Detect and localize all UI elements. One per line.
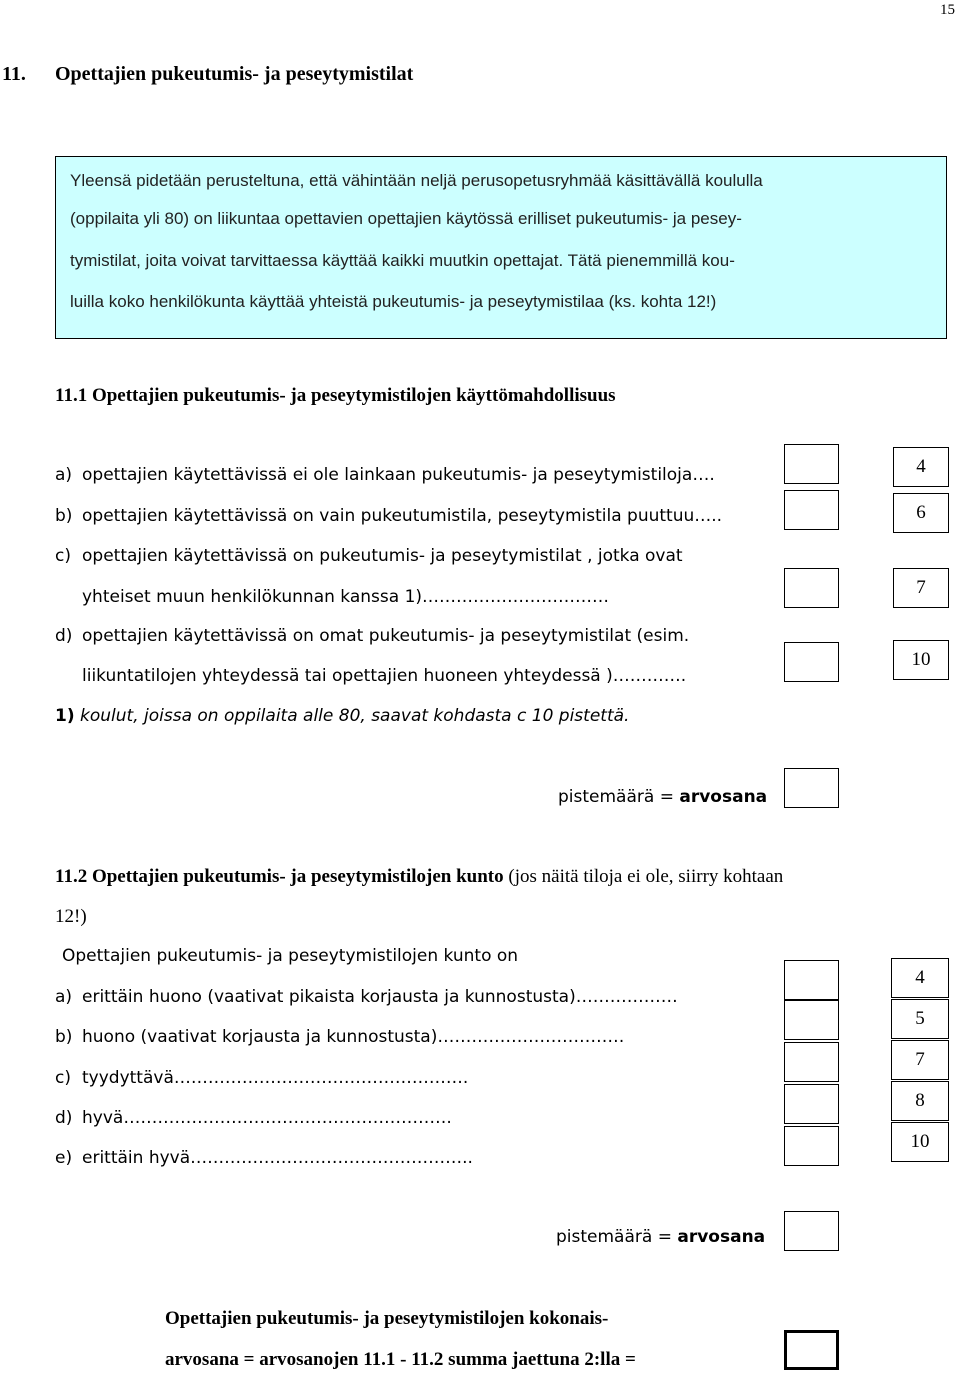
- result-bold: arvosana: [677, 1227, 766, 1247]
- score-box: 10: [891, 1122, 949, 1162]
- total-grade-input[interactable]: [784, 1330, 839, 1370]
- info-line: (oppilaita yli 80) on liikuntaa opettavien opettajien käytössä erilliset pukeutumis- ja pesey-: [70, 209, 742, 228]
- result-plain: pistemäärä =: [558, 787, 680, 807]
- option-text: erittäin hyvä…………………………………………..: [82, 1148, 473, 1168]
- option-text: erittäin huono (vaativat pikaista korjausta ja kunnostusta)………………: [82, 987, 678, 1007]
- option-text: huono (vaativat korjausta ja kunnostusta)……………………………: [82, 1027, 625, 1047]
- option-letter: c): [55, 1068, 71, 1088]
- total-line-2: arvosana = arvosanojen 11.1 - 11.2 summa jaettuna 2:lla =: [165, 1349, 636, 1370]
- option-text-continued: liikuntatilojen yhteydessä tai opettajien huoneen yhteydessä )………….: [82, 666, 687, 686]
- total-line-1: Opettajien pukeutumis- ja peseytymistilojen kokonais-: [165, 1308, 609, 1329]
- checkbox-11-1-b[interactable]: [784, 490, 839, 530]
- result-bold: arvosana: [679, 787, 768, 807]
- lead-text: Opettajien pukeutumis- ja peseytymistilojen kunto on: [62, 946, 519, 966]
- score-box: 5: [891, 999, 949, 1039]
- subsection-heading-rest: (jos näitä tiloja ei ole, siirry kohtaan: [503, 866, 784, 887]
- checkbox-11-1-c[interactable]: [784, 568, 839, 608]
- page-number: 15: [940, 2, 955, 18]
- option-letter: d): [55, 1108, 73, 1128]
- option-text: opettajien käytettävissä ei ole lainkaan pukeutumis- ja peseytymistiloja….: [82, 465, 715, 485]
- option-letter: d): [55, 626, 73, 646]
- checkbox-11-2-e[interactable]: [784, 1126, 839, 1166]
- info-box: [55, 156, 947, 339]
- checkbox-11-1-a[interactable]: [784, 444, 839, 484]
- grade-input-11-1[interactable]: [784, 768, 839, 808]
- score-box: 10: [893, 640, 949, 680]
- option-text: opettajien käytettävissä on omat pukeutumis- ja peseytymistilat (esim.: [82, 626, 690, 646]
- option-letter: c): [55, 546, 71, 566]
- result-label: [558, 787, 767, 807]
- score-box: 7: [893, 568, 949, 608]
- option-letter: b): [55, 506, 73, 526]
- footnote: [55, 706, 629, 726]
- subsection-heading-2: [55, 866, 783, 888]
- info-line: tymistilat, joita voivat tarvittaessa käyttää kaikki muutkin opettajat. Tätä pienemmillä kou-: [70, 251, 735, 270]
- subsection-heading-bold: 11.2 Opettajien pukeutumis- ja peseytymistilojen kunto: [55, 866, 504, 887]
- footnote-label: 1): [55, 706, 75, 726]
- option-text: tyydyttävä…………………………………………….: [82, 1068, 469, 1088]
- result-label: [556, 1227, 765, 1247]
- checkbox-11-2-d[interactable]: [784, 1084, 839, 1124]
- checkbox-11-2-c[interactable]: [784, 1042, 839, 1082]
- checkbox-11-1-d[interactable]: [784, 642, 839, 682]
- subsection-heading-cont: 12!): [55, 906, 87, 927]
- score-box: 6: [893, 493, 949, 533]
- score-box: 7: [891, 1040, 949, 1080]
- option-text: hyvä………………………………………………….: [82, 1108, 452, 1128]
- grade-input-11-2[interactable]: [784, 1211, 839, 1251]
- score-box: 4: [891, 958, 949, 998]
- option-text-continued: yhteiset muun henkilökunnan kanssa 1)……………………………: [82, 587, 610, 607]
- info-line: luilla koko henkilökunta käyttää yhteistä pukeutumis- ja peseytymistilaa (ks. kohta 12!): [70, 292, 717, 311]
- score-box: 8: [891, 1081, 949, 1121]
- section-title: Opettajien pukeutumis- ja peseytymistilat: [55, 63, 414, 85]
- checkbox-11-2-b[interactable]: [784, 1000, 839, 1040]
- result-plain: pistemäärä =: [556, 1227, 678, 1247]
- subsection-heading: 11.1 Opettajien pukeutumis- ja peseytymistilojen käyttömahdollisuus: [55, 385, 616, 406]
- option-letter: a): [55, 987, 73, 1007]
- score-box: 4: [893, 447, 949, 487]
- option-text: opettajien käytettävissä on vain pukeutumistila, peseytymistila puuttuu…..: [82, 506, 723, 526]
- option-letter: a): [55, 465, 73, 485]
- option-letter: e): [55, 1148, 73, 1168]
- checkbox-11-2-a[interactable]: [784, 960, 839, 1000]
- option-letter: b): [55, 1027, 73, 1047]
- section-number: 11.: [2, 63, 26, 85]
- footnote-text: koulut, joissa on oppilaita alle 80, saavat kohdasta c 10 pistettä.: [80, 706, 630, 726]
- info-line: Yleensä pidetään perusteltuna, että vähintään neljä perusopetusryhmää käsittävällä koululla: [70, 171, 763, 190]
- option-text: opettajien käytettävissä on pukeutumis- ja peseytymistilat , jotka ovat: [82, 546, 683, 566]
